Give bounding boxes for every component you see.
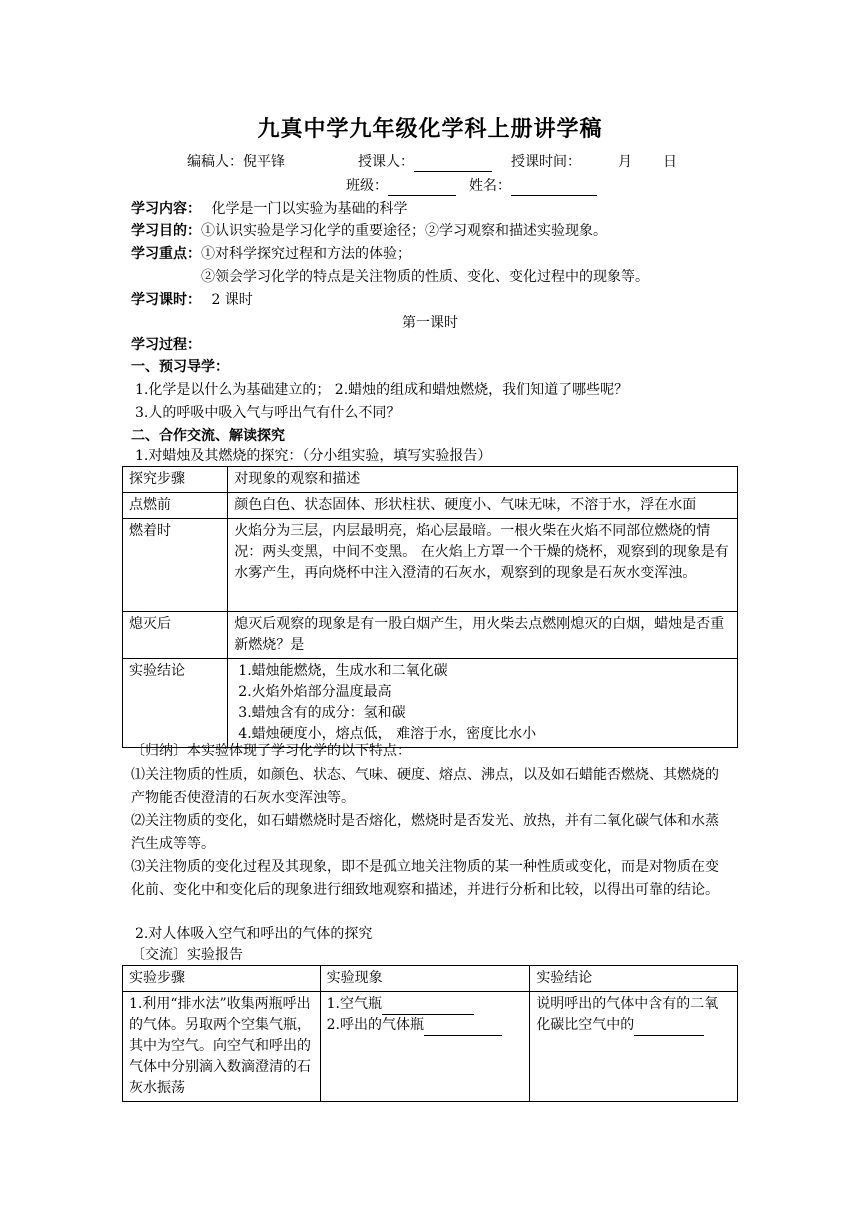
- focus-text-1: ①对科学探究过程和方法的体验；: [201, 246, 411, 262]
- conclusion-item: 3.蜡烛含有的成分：氢和碳: [238, 705, 406, 721]
- table-row: [123, 659, 738, 748]
- summary-point-2: ⑵关注物质的变化，如石蜡燃烧时是否熔化，燃烧时是否发光、放热，并有二氧化碳气体和水蒸汽生成等等。: [131, 813, 719, 852]
- content-row: [131, 199, 407, 219]
- table-row: [123, 612, 738, 659]
- table-row: [123, 992, 738, 1102]
- section1-heading: 一、预习导学：: [131, 359, 229, 375]
- observation-air: 1.空气瓶: [326, 996, 382, 1012]
- table-row: [123, 493, 738, 519]
- experiment1-title: 1.对蜡烛及其燃烧的探究：（分小组实验，填写实验报告）: [135, 448, 492, 464]
- table1-desc-cell: 熄灭后观察的现象是有一股白烟产生，用火柴去点燃刚熄灭的白烟，蜡烛是否重新燃烧？是: [228, 612, 738, 659]
- preview-question-1: 1.化学是以什么为基础建立的； 2.蜡烛的组成和蜡烛燃烧，我们知道了哪些呢？: [135, 382, 629, 398]
- editor-text: 编稿人：倪平锋: [187, 154, 285, 170]
- hours-label: 学习课时：: [131, 292, 201, 308]
- table2-step-cell: 1.利用“排水法”收集两瓶呼出的气体。另取两个空集气瓶，其中为空气。向空气和呼出的气体中分别滴入数滴澄清的石灰水振荡: [123, 992, 321, 1102]
- day-label: 日: [663, 154, 677, 170]
- conclusion-text: 说明呼出的气体中含有的二氧化碳比空气中的: [536, 996, 719, 1033]
- summary-point-1: ⑴关注物质的性质，如颜色、状态、气味、硬度、熔点、沸点，以及如石蜡能否燃烧、其燃烧的产物能否使澄清的石灰水变浑浊等。: [131, 767, 719, 806]
- section2-heading: 二、合作交流、解读探究: [131, 428, 285, 444]
- conclusion-item: 2.火焰外焰部分温度最高: [238, 684, 392, 700]
- conclusion-blank: [634, 1020, 704, 1036]
- table2-header-conclusion: 实验结论: [530, 966, 738, 992]
- focus-row: [131, 244, 411, 264]
- table1-desc-cell: 火焰分为三层，内层最明亮，焰心层最暗。一根火柴在火焰不同部位燃烧的情况：两头变黑，中间不变黑。 在火焰上方罩一个干燥的烧杯，观察到的现象是有水雾产生，再向烧杯中注入澄清的石灰水，观察到的现象是石灰水变浑浊。: [228, 519, 738, 612]
- table1-desc-cell: 颜色白色、状态固体、形状柱状、硬度小、气味无味，不溶于水，浮在水面: [228, 493, 738, 519]
- lesson-label: 第一课时: [402, 315, 458, 331]
- table2-header-step: 实验步骤: [123, 966, 321, 992]
- goal-label: 学习目的：: [131, 223, 201, 239]
- observation-air-blank: [382, 999, 474, 1015]
- table1-header-step: 探究步骤: [123, 467, 228, 493]
- teacher-blank: [414, 156, 492, 172]
- preview-question-2: 3.人的呼吸中吸入气与呼出气有什么不同？: [135, 405, 401, 421]
- table1-step-cell: 燃着时: [123, 519, 228, 612]
- table1-step-cell: 点燃前: [123, 493, 228, 519]
- content-label: 学习内容：: [131, 201, 201, 217]
- hours-text: 2 课时: [211, 292, 253, 308]
- table1-conclusion-list: [228, 659, 738, 748]
- teacher-field: [358, 152, 492, 172]
- focus-label: 学习重点：: [131, 246, 201, 262]
- goal-row: [131, 221, 607, 241]
- name-field: [469, 176, 597, 196]
- table1-step-cell: 熄灭后: [123, 612, 228, 659]
- candle-table: [122, 466, 738, 748]
- name-blank: [511, 180, 597, 196]
- class-blank: [388, 180, 456, 196]
- table2-conclusion-cell: [530, 992, 738, 1102]
- observation-breath-blank: [424, 1020, 502, 1036]
- table1-header-desc: 对现象的观察和描述: [228, 467, 738, 493]
- summary-intro: 〔归纳〕本实验体现了学习化学的以下特点：: [131, 743, 411, 759]
- document-title: 九真中学九年级化学科上册讲学稿: [257, 116, 603, 142]
- goal-text: ①认识实验是学习化学的重要途径；②学习观察和描述实验现象。: [201, 223, 607, 239]
- experiment2-title: 2.对人体吸入空气和呼出的气体的探究: [135, 926, 373, 942]
- focus-text-2: ②领会学习化学的特点是关注物质的性质、变化、变化过程中的现象等。: [201, 269, 649, 285]
- class-field: [346, 176, 456, 196]
- observation-breath: 2.呼出的气体瓶: [326, 1017, 424, 1033]
- table2-observation-cell: [320, 992, 530, 1102]
- breath-table: [122, 965, 738, 1102]
- conclusion-item: 4.蜡烛硬度小，熔点低， 难溶于水，密度比水小: [238, 726, 537, 742]
- table-row: [123, 519, 738, 612]
- class-label: 班级：: [346, 178, 388, 194]
- table2-header-observation: 实验现象: [320, 966, 530, 992]
- name-label: 姓名：: [469, 178, 511, 194]
- summary-point-3: ⑶关注物质的变化过程及其现象，即不是孤立地关注物质的某一种性质或变化，而是对物质在变化前、变化中和变化后的现象进行细致地观察和描述，并进行分析和比较，以得出可靠的结论。: [131, 859, 719, 898]
- teacher-label: 授课人：: [358, 154, 414, 170]
- hours-row: [131, 290, 253, 310]
- time-label: 授课时间：: [511, 154, 581, 170]
- process-label: 学习过程：: [131, 337, 201, 353]
- month-label: 月: [618, 154, 632, 170]
- conclusion-item: 1.蜡烛能燃烧，生成水和二氧化碳: [238, 663, 448, 679]
- table1-conclusion-label: 实验结论: [123, 659, 228, 748]
- report-label: 〔交流〕实验报告: [131, 947, 243, 963]
- content-text: 化学是一门以实验为基础的科学: [211, 201, 408, 217]
